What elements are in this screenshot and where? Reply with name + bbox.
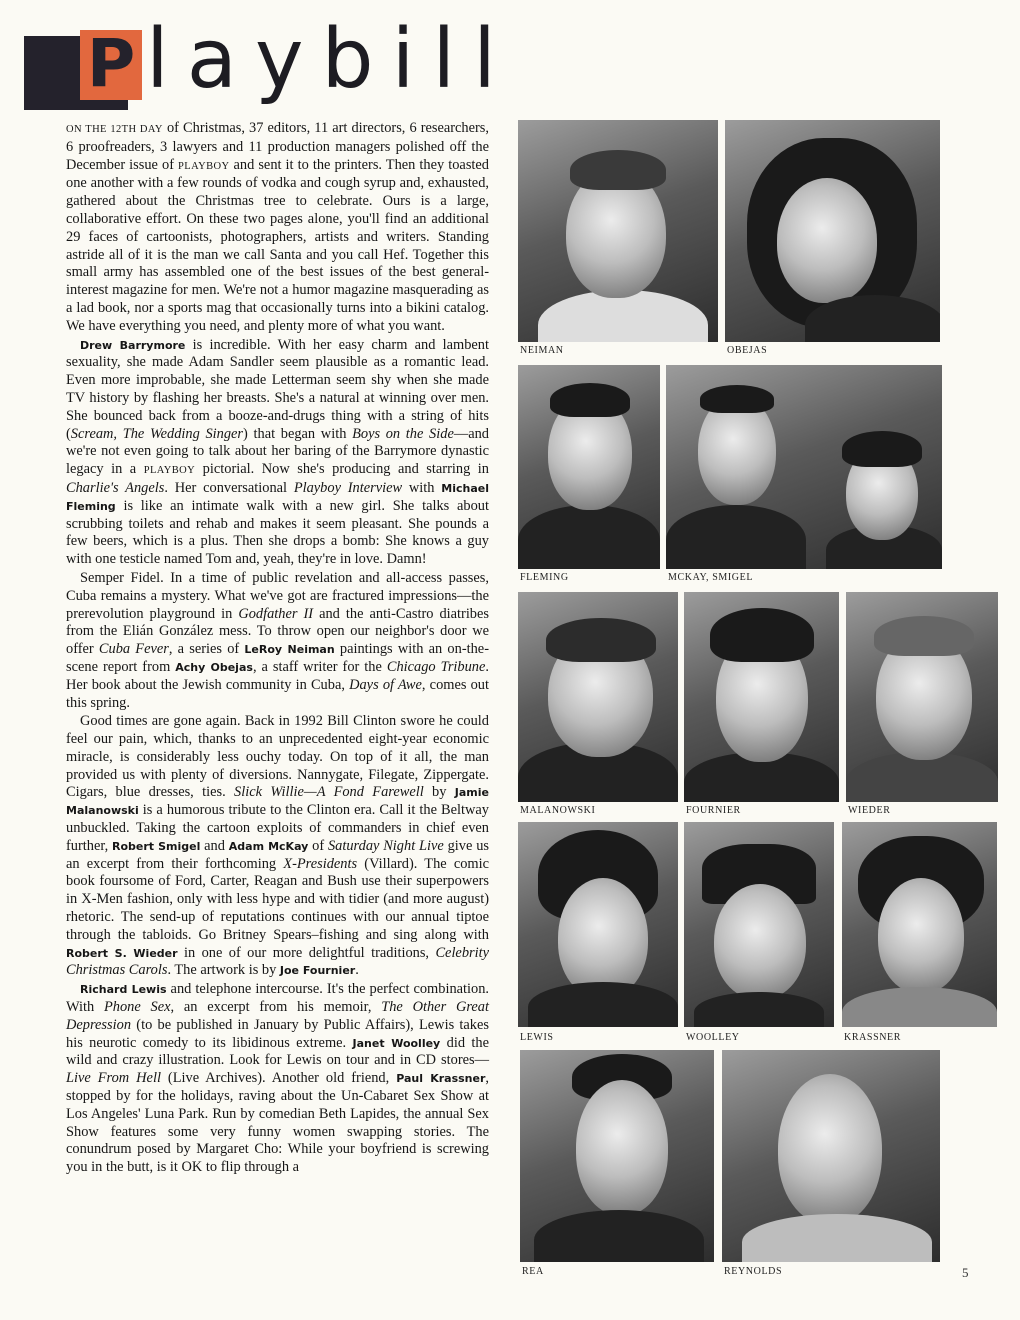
masthead-title: laybill	[146, 12, 514, 107]
caption-krassner: KRASSNER	[844, 1032, 902, 1043]
text-run: of Christmas, 37 editors, 11 art directors, 6 researchers, 6 proofreaders, 3 lawyers and 11 production managers polished off the December issue of	[66, 120, 489, 173]
text-run: , a series of	[168, 641, 245, 658]
italic-title: The Other Great Depression	[66, 999, 489, 1033]
text-run: is like an intimate walk with a new girl. She talks about scrubbing toilets and rehab and makes it seem pleasant. She pounds a few beers, which is a plus. Then she drops a bomb: She knows a guy with one testicle named Tom and, yeah, they're in love. Damn!	[66, 497, 489, 568]
italic-title: X-Presidents	[283, 855, 358, 872]
masthead-initial: P	[80, 30, 142, 100]
italic-title: Playboy Interview	[293, 479, 403, 496]
caption-lewis: LEWIS	[520, 1032, 554, 1043]
lead-in: ON THE 12TH DAY	[66, 124, 163, 135]
text-run: , stopped by for the holidays, raving about the Un-Cabaret Sex Show at Los Angeles' Luna Park. Run by comedian Beth Lapides, the annual Sex Show features some very funny women swapping stories. The conundrum posed by Margaret Cho: While your boyfriend is screwing you in the butt, is it OK to flip through a	[66, 1070, 489, 1176]
text-run: . The artwork is by	[167, 962, 280, 979]
photo-rea	[520, 1050, 714, 1262]
photo-wieder	[846, 592, 998, 802]
photo-shape	[550, 383, 630, 417]
photo-krassner	[842, 822, 997, 1027]
text-run: Good times are gone again. Back in 1992 Bill Clinton swore he could feel our pain, which, thanks to an unprecedented eight-year economic miracle, is considerably less ouchy today. On top of it all, the man provided us with plenty of diversions. Nannygate, Filegate, Zippergate. Cigars, blue dresses, ties.	[66, 713, 489, 801]
photo-shape	[570, 150, 666, 190]
article-body	[66, 120, 489, 1178]
contributor-name: Robert Smigel	[112, 839, 201, 853]
photo-shape	[878, 878, 964, 993]
text-run: .	[355, 962, 359, 979]
text-run: Semper Fidel. In a time of public revelation and all-access passes, Cuba remains a mystery. What we've got are fractured impressions—the prerevolution playground in	[66, 569, 489, 622]
caption-reynolds: REYNOLDS	[724, 1266, 783, 1277]
italic-title: Saturday Night Live	[327, 837, 444, 854]
contributor-name: Robert S. Wieder	[66, 946, 178, 960]
photo-shape	[666, 505, 806, 569]
text-run: , comes out this spring.	[66, 676, 489, 711]
text-run: , a staff writer for the	[252, 658, 387, 675]
text-run: is a humorous tribute to the Clinton era. Call it the Beltway unbuckled. Taking the cartoon exploits of commanders in chief even further,	[66, 802, 489, 854]
paragraph-cuba	[66, 570, 489, 712]
photo-shape	[534, 1210, 704, 1262]
contributor-name: LeRoy Neiman	[244, 643, 335, 657]
photo-fournier	[684, 592, 839, 802]
magazine-name: PLAYBOY	[178, 160, 230, 172]
text-run: (to be published in January by Public Affairs), Lewis takes his neurotic comedy to its libidinous extreme.	[66, 1016, 489, 1051]
paragraph-barrymore	[66, 337, 489, 569]
text-run: and sent it to the printers. Then they toasted one another with a few rounds of vodka and cough syrup and, exhausted, gathered about the Christmas tree to celebrate. Ours is a large, collaborative effort. On these two pages alone, you'll find an additional 29 faces of cartoonists, photographers, artists and writers. Standing astride all of it is the man we call Santa and you call Hef. Together this small army has assembled one of the best issues of the best general-interest magazine for men. We're not a humor magazine masquerading as a lad book, nor a sports mag that occasionally turns into a bikini catalog. We have everything you need, and plenty more of what you want.	[66, 156, 489, 334]
photo-malanowski	[518, 592, 678, 802]
italic-title: Boys on the Side	[352, 425, 454, 442]
text-run: (Villard). The comic book foursome of Ford, Carter, Reagan and Bush use their superpowers in X-Men fashion, only with less hype and with tidier (and more august) rhetoric. The send-up of reputations continues with our annual tiptoe through the tabloids. Go Britney Spears–fishing and sing along with	[66, 855, 489, 943]
italic-title: Celebrity Christmas Carols	[66, 944, 490, 979]
italic-title: Scream, The Wedding Singer	[70, 425, 244, 442]
contributor-name: Drew Barrymore	[80, 338, 186, 352]
page-number: 5	[962, 1265, 969, 1280]
contributor-name: Janet Woolley	[352, 1036, 441, 1050]
photo-shape	[874, 616, 974, 656]
text-run: and	[200, 837, 229, 854]
italic-title: Slick Willie—A Fond Farewell	[234, 784, 424, 801]
italic-title: Cuba Fever	[98, 641, 169, 658]
contributor-name: Richard Lewis	[80, 983, 167, 997]
text-run: of	[308, 837, 328, 854]
photo-shape	[842, 431, 922, 467]
paragraph-lewis	[66, 981, 489, 1177]
text-run: and telephone intercourse. It's the perfect combination. With	[66, 981, 490, 1016]
text-run: is incredible. With her easy charm and lambent sexuality, she made Adam Sandler seem plausible as a romantic lead. Even more improbable, she made Letterman seem shy when she made TV history by flashing her breasts. She's a natural at winning over men. She bounced back from a booze-and-drugs thing with a string of hits (	[66, 336, 489, 442]
photo-shape	[710, 608, 814, 662]
photo-shape	[700, 385, 774, 413]
paragraph-intro	[66, 120, 489, 336]
caption-fournier: FOURNIER	[686, 805, 741, 816]
text-run: give us an excerpt from their forthcoming	[66, 837, 489, 872]
paragraph-clinton	[66, 713, 489, 980]
text-run: . Her conversational	[164, 479, 294, 496]
text-run: with	[402, 479, 442, 496]
caption-woolley: WOOLLEY	[686, 1032, 740, 1043]
text-run: and the anti-Castro diatribes from the Elián González mess. To throw open our neighbor's door we offer	[66, 605, 489, 658]
text-run: in one of our more delightful traditions,	[177, 944, 436, 961]
caption-rea: REA	[522, 1266, 544, 1277]
photo-shape	[714, 884, 806, 999]
photo-shape	[777, 178, 877, 303]
photo-fleming	[518, 365, 660, 569]
text-run: pictorial. Now she's producing and starring in	[195, 461, 489, 478]
caption-neiman: NEIMAN	[520, 345, 564, 356]
photo-shape	[546, 618, 656, 662]
caption-mckay-smigel: MCKAY, SMIGEL	[668, 572, 754, 583]
italic-title: Godfather II	[238, 605, 314, 622]
photo-shape	[576, 1080, 668, 1215]
photo-mckay-smigel	[666, 365, 942, 569]
contributor-name: Adam McKay	[228, 839, 309, 853]
text-run: —and we're not even going to talk about her baring of the Barrymore dynastic legacy in a	[66, 425, 489, 478]
photo-shape	[694, 992, 824, 1027]
italic-title: Charlie's Angels	[66, 479, 165, 496]
photo-lewis	[518, 822, 678, 1027]
text-run: paintings with an on-the-scene report from	[66, 641, 489, 675]
photo-reynolds	[722, 1050, 940, 1262]
text-run: by	[423, 784, 455, 801]
italic-title: Live From Hell	[66, 1070, 161, 1087]
text-run: did the wild and crazy illustration. Look for Lewis on tour and in CD stores—	[66, 1034, 489, 1069]
italic-title: Phone Sex	[103, 999, 171, 1016]
caption-fleming: FLEMING	[520, 572, 569, 583]
photo-shape	[778, 1074, 882, 1224]
photo-woolley	[684, 822, 834, 1027]
caption-malanowski: MALANOWSKI	[520, 805, 596, 816]
contributor-name: Joe Fournier	[279, 964, 356, 978]
contributor-name: Paul Krassner	[396, 1072, 486, 1086]
photo-shape	[528, 982, 678, 1027]
photo-shape	[842, 987, 997, 1027]
text-run: (Live Archives). Another old friend,	[160, 1070, 397, 1087]
caption-wieder: WIEDER	[848, 805, 891, 816]
text-run: ) that began with	[243, 425, 353, 442]
italic-title: Chicago Tribune	[386, 658, 486, 675]
caption-obejas: OBEJAS	[727, 345, 768, 356]
text-run: , an excerpt from his memoir,	[170, 999, 382, 1016]
photo-shape	[558, 878, 648, 998]
photo-neiman	[518, 120, 718, 342]
text-run: . Her book about the Jewish community in Cuba,	[66, 658, 489, 693]
italic-title: Days of Awe	[349, 676, 422, 693]
magazine-name: PLAYBOY	[143, 465, 196, 477]
photo-shape	[742, 1214, 932, 1262]
contributor-name: Achy Obejas	[175, 660, 253, 674]
contributor-name: Michael Fleming	[66, 481, 490, 513]
contributor-name: Jamie Malanowski	[66, 786, 489, 818]
photo-obejas	[725, 120, 940, 342]
photo-shape	[518, 505, 660, 569]
